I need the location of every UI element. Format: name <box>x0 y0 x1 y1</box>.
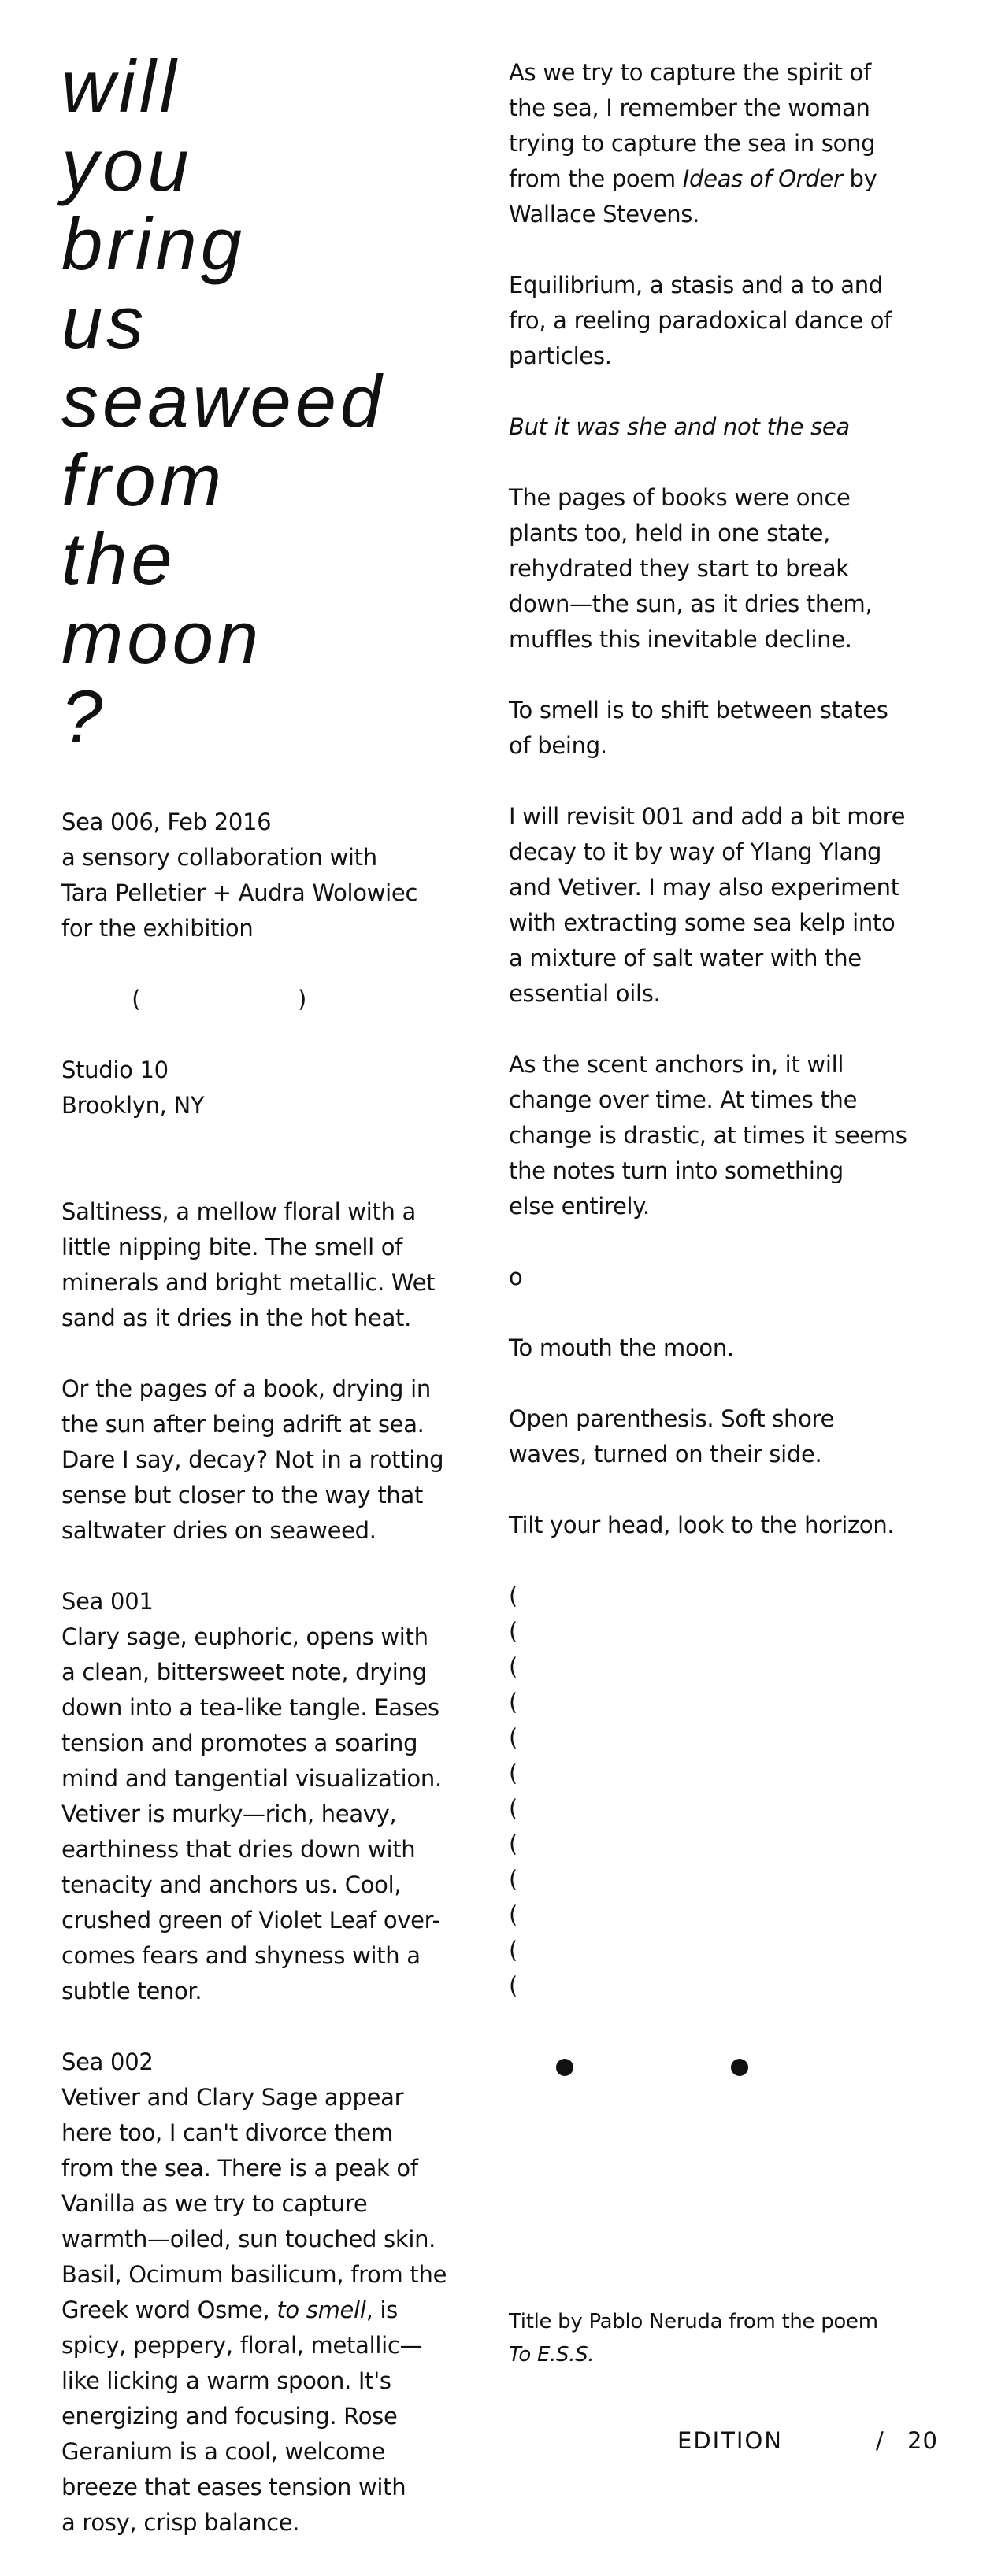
parenthesis: ( <box>509 1795 518 1822</box>
parenthesis: ( <box>509 1653 518 1680</box>
right-body <box>509 55 958 2039</box>
text-fragment: Greek word Osme, <box>61 2297 277 2323</box>
info-line: a sensory collaboration with <box>61 844 377 871</box>
text-line: I will revisit 001 and add a bit more <box>509 803 906 830</box>
parenthesis: ( <box>509 1937 518 1963</box>
text-line: fro, a reeling paradoxical dance of <box>509 307 892 334</box>
footer-separator: / <box>876 2427 885 2454</box>
text-fragment: from the poem <box>509 165 683 192</box>
text-line: Clary sage, euphoric, opens with <box>61 1623 428 1650</box>
title-line: will <box>61 45 180 128</box>
info-line: Brooklyn, NY <box>61 1092 205 1119</box>
info-parentheses <box>61 946 502 1053</box>
decorative-dots <box>509 2055 958 2086</box>
text-line: a mixture of salt water with the <box>509 945 862 972</box>
parenthesis: ( <box>509 1866 518 1893</box>
text-line: To mouth the moon. <box>509 1334 734 1361</box>
left-body <box>61 805 502 2576</box>
text-line: warmth—oiled, sun touched skin. <box>61 2226 436 2252</box>
text-line: Equilibrium, a stasis and a to and <box>509 272 883 298</box>
text-line: o <box>509 1264 523 1290</box>
text-line: Vetiver and Clary Sage appear <box>61 2084 404 2111</box>
title-line: you <box>61 124 193 206</box>
info-line: for the exhibition <box>61 915 254 942</box>
text-line: saltwater dries on seaweed. <box>61 1517 376 1544</box>
text-fragment: , is <box>365 2297 398 2323</box>
text-line: the notes turn into something <box>509 1157 844 1184</box>
text-line: Wallace Stevens. <box>509 201 700 228</box>
text-line: waves, turned on their side. <box>509 1441 822 1468</box>
text-line: the sun after being adrift at sea. <box>61 1411 425 1438</box>
text-line: like licking a warm spoon. It's <box>61 2367 391 2394</box>
parenthesis: ( <box>509 1618 518 1645</box>
title-line: from <box>61 439 225 521</box>
text-line: breeze that eases tension with <box>61 2474 406 2500</box>
title-line: the <box>61 517 176 600</box>
text-line: sense but closer to the way that <box>61 1482 424 1508</box>
italic-fragment: Ideas of Order <box>682 165 843 192</box>
text-line: the sea, I remember the woman <box>509 94 870 121</box>
text-line: Basil, Ocimum basilicum, from the <box>61 2261 447 2288</box>
text-line: plants too, held in one state, <box>509 520 831 546</box>
title-line: ? <box>61 675 107 757</box>
text-line-mixed <box>509 161 958 197</box>
text-line: earthiness that dries down with <box>61 1836 416 1863</box>
dot-icon <box>556 2059 573 2076</box>
text-line: rehydrated they start to break <box>509 555 849 582</box>
quote <box>509 409 958 445</box>
section-heading: Sea 002 <box>61 2049 154 2075</box>
text-line: Geranium is a cool, welcome <box>61 2438 385 2465</box>
text-line: with extracting some sea kelp into <box>509 909 896 936</box>
text-line: tension and promotes a soaring <box>61 1730 418 1756</box>
text-line: Vetiver is murky—rich, heavy, <box>61 1801 397 1827</box>
text-line: and Vetiver. I may also experiment <box>509 874 899 901</box>
text-line: Tilt your head, look to the horizon. <box>509 1512 895 1538</box>
right-paragraph-3 <box>509 480 958 657</box>
text-line: trying to capture the sea in song <box>509 130 876 157</box>
intro-paragraph-1 <box>61 1194 502 1336</box>
text-line: To smell is to shift between states <box>509 697 888 724</box>
text-line: from the sea. There is a peak of <box>61 2155 418 2182</box>
text-line-mixed <box>61 2293 502 2328</box>
right-paragraph-8 <box>509 1331 958 1366</box>
title-line: moon <box>61 596 263 679</box>
italic-fragment: to smell <box>276 2297 366 2323</box>
right-paragraph-2 <box>509 268 958 374</box>
text-line: mind and tangential visualization. <box>61 1765 442 1792</box>
credit-poem-title: To E.S.S. <box>509 2343 595 2367</box>
text-line: decay to it by way of Ylang Ylang <box>509 838 882 865</box>
right-paragraph-1 <box>509 55 958 232</box>
text-line: Open parenthesis. Soft shore <box>509 1405 835 1432</box>
right-paragraph-4 <box>509 693 958 764</box>
text-line: down—the sun, as it dries them, <box>509 590 873 617</box>
exhibition-info <box>61 805 502 1123</box>
text-line: tenacity and anchors us. Cool, <box>61 1871 402 1898</box>
credit-line: Title by Pablo Neruda from the poem <box>509 2310 878 2334</box>
text-line: change is drastic, at times it seems <box>509 1122 907 1149</box>
text-line: of being. <box>509 732 607 759</box>
spacer <box>61 1159 502 1194</box>
text-line: Dare I say, decay? Not in a rotting <box>61 1446 444 1473</box>
text-line: little nipping bite. The smell of <box>61 1234 403 1260</box>
title-line: us <box>61 281 148 364</box>
text-line: spicy, peppery, floral, metallic— <box>61 2332 423 2359</box>
text-line: As we try to capture the spirit of <box>509 59 871 86</box>
right-paragraph-9 <box>509 1401 958 1472</box>
parenthesis: ( <box>509 1830 518 1857</box>
text-line: subtle tenor. <box>61 1978 202 2004</box>
text-line: a clean, bittersweet note, drying <box>61 1659 427 1686</box>
close-parenthesis: ) <box>298 986 307 1012</box>
text-line: essential oils. <box>509 980 661 1007</box>
text-line: As the scent anchors in, it will <box>509 1051 844 1078</box>
page-number: 20 <box>907 2427 938 2454</box>
parenthesis: ( <box>509 1582 518 1609</box>
text-line: The pages of books were once <box>509 484 851 511</box>
text-line: Or the pages of a book, drying in <box>61 1375 431 1402</box>
right-paragraph-5 <box>509 799 958 1012</box>
parenthesis: ( <box>509 1689 518 1715</box>
title-credit <box>509 2305 958 2371</box>
open-parenthesis: ( <box>132 986 141 1012</box>
section-heading: Sea 001 <box>61 1588 154 1615</box>
title-line: bring <box>61 202 247 285</box>
right-paragraph-10 <box>509 1508 958 1543</box>
sea-001-section <box>61 1584 502 2009</box>
text-line: muffles this inevitable decline. <box>509 626 852 653</box>
parenthesis: ( <box>509 1901 518 1928</box>
text-line: else entirely. <box>509 1193 650 1220</box>
text-line: a rosy, crisp balance. <box>61 2509 300 2536</box>
parenthesis: ( <box>509 1972 518 1999</box>
page-title <box>61 47 385 756</box>
right-paragraph-7 <box>509 1260 958 1295</box>
right-paragraph-6 <box>509 1047 958 1224</box>
sea-002-section <box>61 2045 502 2541</box>
text-line: particles. <box>509 342 612 369</box>
dot-icon <box>731 2059 748 2076</box>
text-line: energizing and focusing. Rose <box>61 2403 398 2430</box>
text-line: minerals and bright metallic. Wet <box>61 1269 436 1296</box>
text-line: change over time. At times the <box>509 1086 858 1113</box>
info-line: Tara Pelletier + Audra Wolowiec <box>61 879 418 906</box>
info-line: Sea 006, Feb 2016 <box>61 809 272 835</box>
text-line: here too, I can't divorce them <box>61 2119 393 2146</box>
text-line: sand as it dries in the hot heat. <box>61 1305 412 1331</box>
text-line: comes fears and shyness with a <box>61 1942 421 1969</box>
text-line: Saltiness, a mellow floral with a <box>61 1198 417 1225</box>
parenthesis: ( <box>509 1760 518 1786</box>
edition-label: EDITION <box>677 2427 783 2454</box>
quote-line: But it was she and not the sea <box>509 413 850 440</box>
intro-paragraph-2 <box>61 1371 502 1549</box>
parenthesis-stack <box>509 1579 958 2004</box>
parenthesis: ( <box>509 1724 518 1751</box>
page-footer <box>677 2423 958 2459</box>
info-line: Studio 10 <box>61 1057 169 1083</box>
text-line: Vanilla as we try to capture <box>61 2190 368 2217</box>
text-line: down into a tea-like tangle. Eases <box>61 1694 439 1721</box>
text-line: crushed green of Violet Leaf over- <box>61 1907 440 1934</box>
text-fragment: by <box>842 165 877 192</box>
title-line: seaweed <box>61 360 386 442</box>
